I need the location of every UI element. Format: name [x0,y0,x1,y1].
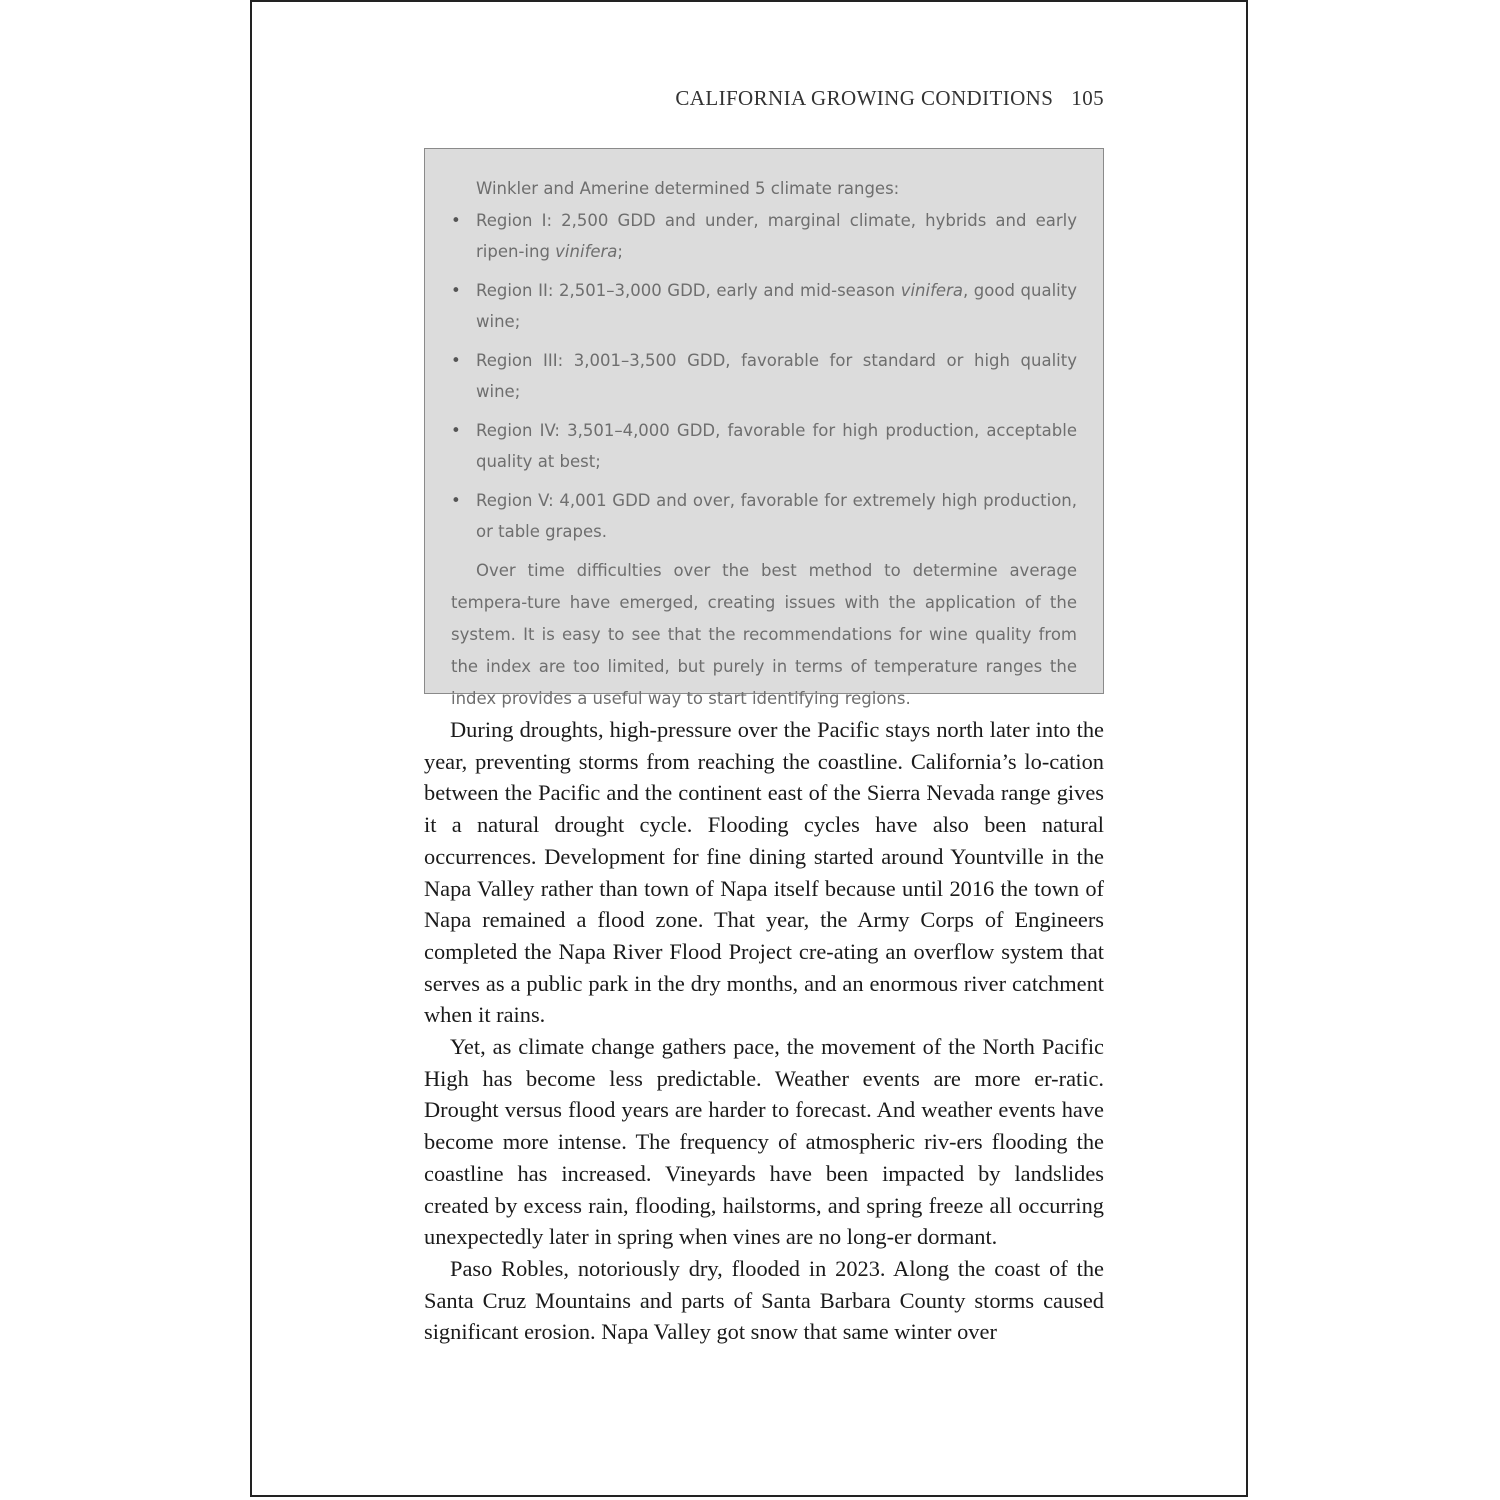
running-head [252,86,1104,111]
list-item [451,345,1077,408]
region-emphasis: vinifera [555,242,618,261]
bullet-icon: • [451,280,461,300]
list-item [451,415,1077,478]
bullet-icon: • [451,420,461,440]
region-text: Region III: 3,001–3,500 GDD, favorable for standard or high quality wine; [476,350,1077,401]
body-paragraph: Paso Robles, notoriously dry, flooded in 2023. Along the coast of the Santa Cruz Mountains and parts of Santa Barbara County storms caused significant erosion. Napa Valley got snow that same winter over [424,1255,1104,1345]
climate-ranges-sidebar [424,148,1104,708]
region-text: Region I: 2,500 GDD and under, marginal climate, hybrids and early ripen-ing [476,210,1077,261]
sidebar-closing-paragraph: Over time difficulties over the best method to determine average tempera-ture have emerged, creating issues with the application of the system. It is easy to see that the recommendations for wine quality from the index are too limited, but purely in terms of temperature ranges the index provides a useful way to start identifying regions. [451,560,1077,708]
book-page [250,0,1248,1497]
running-head-title: CALIFORNIA GROWING CONDITIONS [675,86,1054,110]
bullet-icon: • [451,350,461,370]
region-text-end: ; [617,242,623,261]
list-item [451,485,1077,548]
climate-region-list [451,205,1077,548]
bullet-icon: • [451,490,461,510]
region-text: Region II: 2,501–3,000 GDD, early and mid-season [476,280,901,300]
list-item [451,275,1077,338]
sidebar-intro: Winkler and Amerine determined 5 climate ranges: [476,179,900,198]
bullet-icon: • [451,210,461,230]
page-number: 105 [1071,86,1104,110]
region-text: Region IV: 3,501–4,000 GDD, favorable for high production, acceptable quality at best; [476,420,1077,471]
region-text-end: , good quality wine; [476,280,1077,331]
region-text: Region V: 4,001 GDD and over, favorable for extremely high production, or table grapes. [476,490,1077,541]
body-paragraph: During droughts, high-pressure over the Pacific stays north later into the year, preventing storms from reaching the coastline. California’s lo-cation between the Pacific and the continent east of the Sierra Nevada range gives it a natural drought cycle. Flooding cycles have also been natural occurrences. Development for fine dining started around Yountville in the Napa Valley rather than town of Napa itself because until 2016 the town of Napa remained a flood zone. That year, the Army Corps of Engineers completed the Napa River Flood Project cre-ating an overflow system that serves as a public park in the dry months, and an enormous river catchment when it rains. [424,717,1104,1028]
region-emphasis: vinifera [900,280,963,300]
body-text [424,714,1104,1348]
body-paragraph: Yet, as climate change gathers pace, the movement of the North Pacific High has become less predictable. Weather events are more er-ratic. Drought versus flood years are harder to forecast. And weather events have become more intense. The frequency of atmospheric riv-ers flooding the coastline has increased. Vineyards have been impacted by landslides created by excess rain, flooding, hailstorms, and spring freeze all occurring unexpectedly later in spring when vines are no long-er dormant. [424,1034,1104,1250]
list-item [451,205,1077,268]
